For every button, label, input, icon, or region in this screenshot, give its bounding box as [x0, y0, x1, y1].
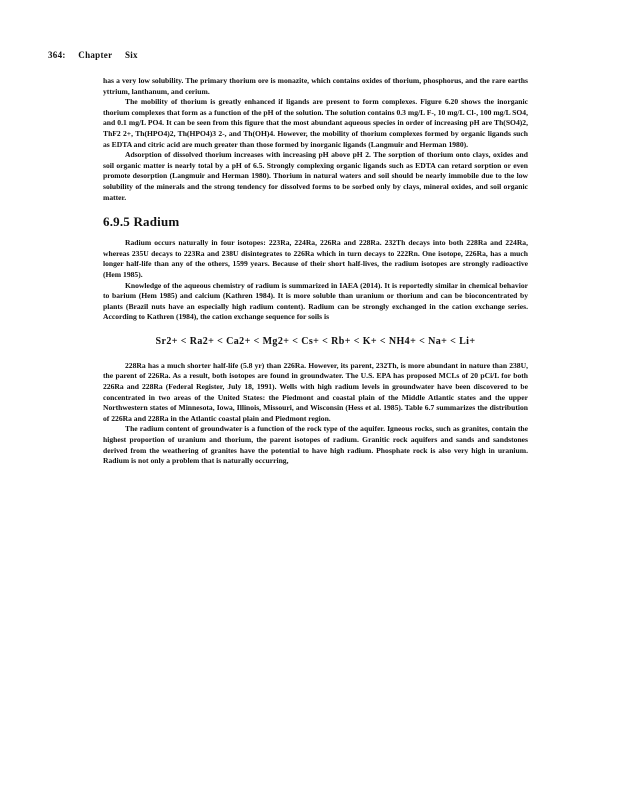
- chapter-number: Six: [124, 50, 138, 60]
- radium-paragraph-1: Radium occurs naturally in four isotopes: 223Ra, 224Ra, 226Ra and 228Ra. 232Th decays into both 228Ra and 224Ra, whereas 235U decays to 223Ra and 238U disintegrates to 226Ra which in turn decays to 222Rn. One isotope, 226Ra, has a much longer half-life than any of the others, 1599 years. Because of their short half-lives, the radium isotopes are strongly radioactive (Hem 1985).: [103, 238, 528, 279]
- section-title: Radium: [133, 214, 180, 230]
- thorium-paragraph-1: has a very low solubility. The primary thorium ore is monazite, which contains oxides of thorium, phosphorus, and the rare earths yttrium, lanthanum, and cerium.: [103, 76, 528, 96]
- section-number: 6.9.5: [103, 214, 130, 230]
- thorium-paragraph-2: The mobility of thorium is greatly enhanced if ligands are present to form complexes. Figure 6.20 shows the inorganic thorium complexes that form as a function of the pH of the solution. The solution contains 0.3 mg/L F-, 10 mg/L Cl-, 100 mg/L SO4, and 0.1 mg/L PO4. It can be seen from this figure that the most abundant aqueous species in order of increasing pH are Th(SO4)2, ThF2 2+, Th(HPO4)2, Th(HPO4)3 2-, and Th(OH)4. However, the mobility of thorium complexes formed by organic ligands such as EDTA and citric acid are much greater than those formed by inorganic ligands (Langmuir and Herman 1980).: [103, 97, 528, 149]
- thorium-paragraph-3: Adsorption of dissolved thorium increases with increasing pH above pH 2. The sorption of thorium onto clays, oxides and soil organic matter is nearly total by a pH of 6.5. Strongly complexing organic ligands such as EDTA can retard sorption or even promote desorption (Langmuir and Herman 1980). Thorium in natural waters and soil should be nearly immobile due to the low solubility of the minerals and the strong tendency for dissolved forms to be sorbed only by clays, mineral oxides, and soil organic matter.: [103, 150, 528, 202]
- chapter-label: Chapter: [78, 50, 113, 60]
- section-heading: [103, 214, 528, 229]
- running-header: [48, 50, 148, 60]
- radium-paragraph-3: 228Ra has a much shorter half-life (5.8 yr) than 226Ra. However, its parent, 232Th, is more abundant in nature than 238U, the parent of 226Ra. As a result, both isotopes are found in groundwater. The U.S. EPA has proposed MCLs of 20 pCi/L for both 226Ra and 228Ra (Federal Register, July 18, 1991). Wells with high radium levels in groundwater have been discovered to be concentrated in two areas of the United States: the Piedmont and coastal plain of the Middle Atlantic states and the upper Northwestern states of Minnesota, Iowa, Illinois, Missouri, and Wisconsin (Hess et al. 1985). Table 6.7 summarizes the distribution of 226Ra and 228Ra in the Atlantic coastal plain and Piedmont region.: [103, 360, 528, 423]
- radium-paragraph-2: Knowledge of the aqueous chemistry of radium is summarized in IAEA (2014). It is reportedly similar in chemical behavior to barium (Hem 1985) and calcium (Kathren 1984). It is more soluble than uranium or thorium and can be bioconcentrated by plants (Brazil nuts have an especially high radium content). Radium can be strongly exchanged in the cation exchange series. According to Kathren (1984), the cation exchange sequence for soils is: [103, 280, 528, 322]
- cation-exchange-equation: Sr2+ < Ra2+ < Ca2+ < Mg2+ < Cs+ < Rb+ < K+ < NH4+ < Na+ < Li+: [155, 335, 476, 347]
- page-number: 364:: [48, 50, 66, 60]
- radium-paragraph-4: The radium content of groundwater is a function of the rock type of the aquifer. Igneous rocks, such as granites, contain the highest proportion of uranium and thorium, the parent isotopes of radium. Granitic rock aquifers and sands and sandstones derived from the weathering of granites have the potential to have high radium. Phosphate rock is also very high in uranium. Radium is not only a problem that is naturally occurring,: [103, 424, 528, 466]
- page-body: [103, 76, 528, 467]
